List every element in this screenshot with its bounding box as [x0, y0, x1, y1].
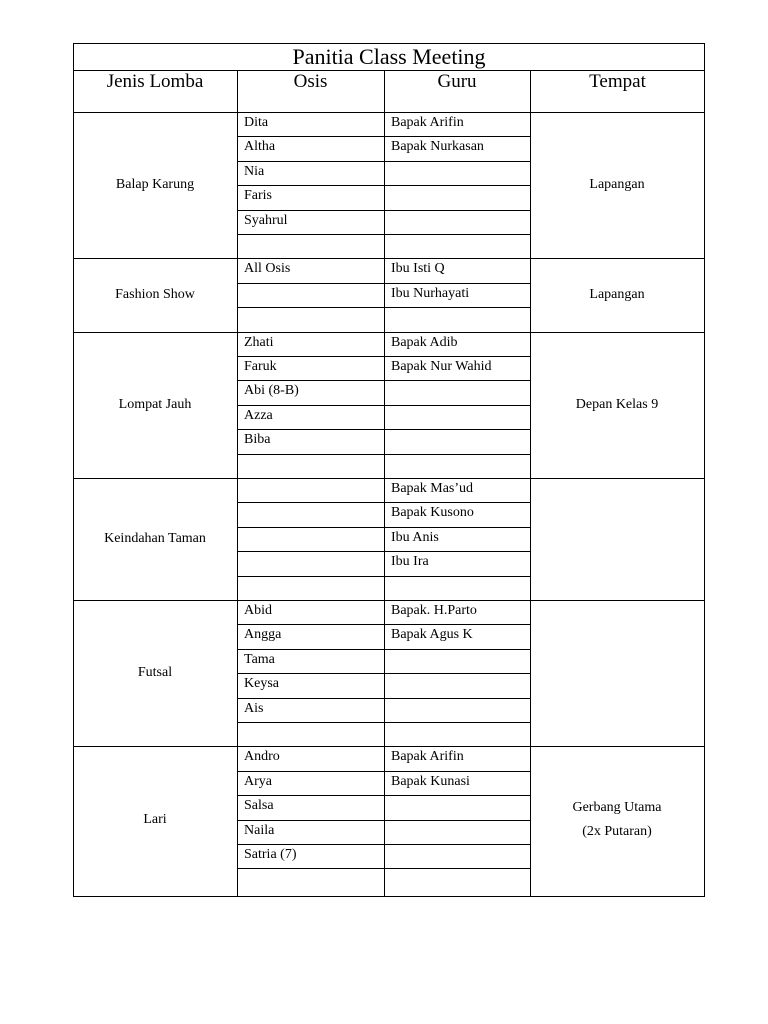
- guru-name: Bapak Kusono: [391, 505, 474, 520]
- osis-name: Keysa: [244, 676, 279, 691]
- lomba-name: Balap Karung: [115, 177, 195, 192]
- subrow-divider: [237, 868, 530, 869]
- border-top: [73, 43, 705, 44]
- group-divider: [73, 600, 705, 601]
- guru-name: Bapak. H.Parto: [391, 603, 477, 618]
- border-right: [704, 43, 705, 897]
- subrow-divider: [237, 234, 530, 235]
- tempat-line: Depan Kelas 9: [575, 397, 659, 412]
- subrow-divider: [237, 380, 530, 381]
- subrow-divider: [237, 356, 530, 357]
- header-tempat: Tempat: [589, 71, 646, 92]
- subrow-divider: [237, 844, 530, 845]
- osis-name: All Osis: [244, 261, 291, 276]
- subrow-divider: [237, 307, 530, 308]
- guru-name: Bapak Kunasi: [391, 774, 470, 789]
- osis-name: Nia: [244, 164, 265, 179]
- subrow-divider: [237, 185, 530, 186]
- tempat-line: (2x Putaran): [582, 824, 652, 839]
- guru-name: Bapak Adib: [391, 335, 458, 350]
- subrow-divider: [237, 502, 530, 503]
- header-jenis-lomba: Jenis Lomba: [106, 71, 204, 92]
- subrow-divider: [237, 283, 530, 284]
- guru-name: Bapak Agus K: [391, 627, 473, 642]
- subrow-divider: [237, 624, 530, 625]
- osis-name: Abi (8-B): [244, 383, 299, 398]
- group-divider: [73, 746, 705, 747]
- group-divider: [73, 332, 705, 333]
- guru-name: Bapak Arifin: [391, 749, 464, 764]
- table-title: Panitia Class Meeting: [292, 44, 486, 69]
- subrow-divider: [237, 698, 530, 699]
- osis-name: Satria (7): [244, 847, 297, 862]
- subrow-divider: [237, 649, 530, 650]
- group-divider: [73, 478, 705, 479]
- header-divider: [73, 112, 705, 113]
- subrow-divider: [237, 527, 530, 528]
- subrow-divider: [237, 576, 530, 577]
- subrow-divider: [237, 673, 530, 674]
- osis-name: Faruk: [244, 359, 277, 374]
- osis-name: Syahrul: [244, 213, 288, 228]
- osis-name: Naila: [244, 823, 275, 838]
- guru-name: Ibu Nurhayati: [391, 286, 470, 301]
- group-divider: [73, 258, 705, 259]
- osis-name: Azza: [244, 408, 273, 423]
- osis-name: Angga: [244, 627, 282, 642]
- osis-name: Altha: [244, 139, 276, 154]
- osis-name: Ais: [244, 701, 264, 716]
- subrow-divider: [237, 136, 530, 137]
- subrow-divider: [237, 722, 530, 723]
- column-divider: [530, 70, 531, 897]
- osis-name: Arya: [244, 774, 272, 789]
- subrow-divider: [237, 795, 530, 796]
- header-osis: Osis: [293, 71, 328, 92]
- osis-name: Biba: [244, 432, 271, 447]
- subrow-divider: [237, 405, 530, 406]
- guru-name: Bapak Nurkasan: [391, 139, 484, 154]
- subrow-divider: [237, 820, 530, 821]
- column-divider: [237, 70, 238, 897]
- guru-name: Ibu Anis: [391, 530, 439, 545]
- osis-name: Dita: [244, 115, 269, 130]
- subrow-divider: [237, 429, 530, 430]
- class-meeting-table: [73, 43, 705, 897]
- subrow-divider: [237, 161, 530, 162]
- guru-name: Ibu Ira: [391, 554, 429, 569]
- border-left: [73, 43, 74, 897]
- osis-name: Tama: [244, 652, 275, 667]
- lomba-name: Lompat Jauh: [118, 397, 192, 412]
- header-guru: Guru: [437, 71, 477, 92]
- title-divider: [73, 70, 705, 71]
- border-bottom: [73, 896, 705, 897]
- osis-name: Faris: [244, 188, 272, 203]
- guru-name: Ibu Isti Q: [391, 261, 445, 276]
- subrow-divider: [237, 210, 530, 211]
- guru-name: Bapak Nur Wahid: [391, 359, 492, 374]
- guru-name: Bapak Mas’ud: [391, 481, 474, 496]
- lomba-name: Fashion Show: [115, 287, 195, 302]
- lomba-name: Futsal: [137, 665, 173, 680]
- column-divider: [384, 70, 385, 897]
- subrow-divider: [237, 454, 530, 455]
- osis-name: Abid: [244, 603, 272, 618]
- tempat-line: Gerbang Utama: [572, 800, 662, 815]
- lomba-name: Lari: [143, 812, 167, 827]
- tempat-line: Lapangan: [589, 177, 645, 192]
- subrow-divider: [237, 771, 530, 772]
- osis-name: Salsa: [244, 798, 274, 813]
- lomba-name: Keindahan Taman: [104, 531, 206, 546]
- subrow-divider: [237, 551, 530, 552]
- osis-name: Zhati: [244, 335, 274, 350]
- guru-name: Bapak Arifin: [391, 115, 464, 130]
- tempat-line: Lapangan: [589, 287, 645, 302]
- osis-name: Andro: [244, 749, 280, 764]
